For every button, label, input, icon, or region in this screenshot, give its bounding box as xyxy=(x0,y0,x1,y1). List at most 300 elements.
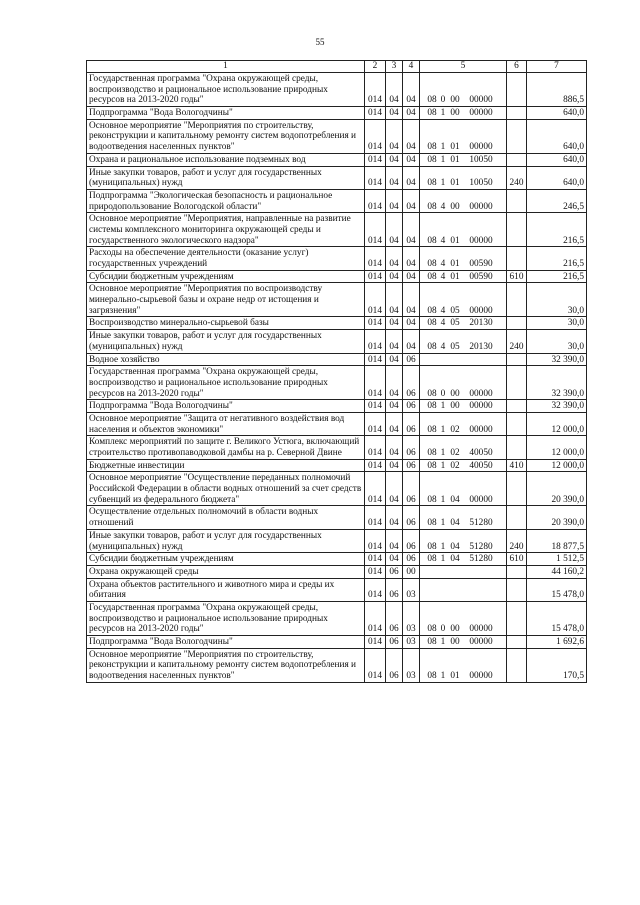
subprogram-code: 1 xyxy=(440,401,446,412)
subsection-code-cell: 06 xyxy=(403,459,420,472)
ministry-code-cell: 014 xyxy=(365,73,386,107)
direction-code: 00000 xyxy=(469,388,493,399)
section-code-cell: 06 xyxy=(386,636,403,649)
target-article-cell xyxy=(420,189,507,212)
expense-type-cell xyxy=(507,213,527,247)
item-name-cell: Охрана окружающей среды xyxy=(87,565,365,578)
item-name-cell: Субсидии бюджетным учреждениям xyxy=(87,270,365,283)
direction-code: 00000 xyxy=(469,401,493,412)
direction-code: 00000 xyxy=(469,305,493,316)
amount-cell: 30,0 xyxy=(527,317,587,330)
item-name-cell: Подпрограмма "Экологическая безопасность и рациональное природопользование Вологодской области" xyxy=(87,189,365,212)
table-row xyxy=(87,283,587,317)
section-code-cell: 04 xyxy=(386,213,403,247)
header-col-6: 6 xyxy=(507,61,527,73)
subsection-code-cell: 03 xyxy=(403,636,420,649)
table-row xyxy=(87,119,587,153)
activity-code: 02 xyxy=(450,424,460,435)
expense-type-cell xyxy=(507,366,527,400)
target-article-cell xyxy=(420,529,507,552)
target-article-cell xyxy=(420,366,507,400)
item-name-cell: Основное мероприятие "Защита от негативного воздействия вод населения и объектов экономики" xyxy=(87,412,365,435)
expense-type-cell: 240 xyxy=(507,166,527,189)
ministry-code-cell: 014 xyxy=(365,213,386,247)
ministry-code-cell: 014 xyxy=(365,459,386,472)
activity-code: 04 xyxy=(450,541,460,552)
expense-type-cell xyxy=(507,317,527,330)
expense-type-cell xyxy=(507,247,527,270)
expense-type-cell xyxy=(507,506,527,529)
subsection-code-cell: 04 xyxy=(403,330,420,353)
ministry-code-cell: 014 xyxy=(365,578,386,601)
section-code-cell: 04 xyxy=(386,283,403,317)
direction-code: 00590 xyxy=(469,271,493,282)
expense-type-cell xyxy=(507,472,527,506)
table-row xyxy=(87,213,587,247)
section-code-cell: 06 xyxy=(386,648,403,682)
table-row xyxy=(87,412,587,435)
section-code-cell: 04 xyxy=(386,436,403,459)
expense-type-cell: 610 xyxy=(507,553,527,566)
direction-code: 00000 xyxy=(469,95,493,106)
target-article-cell xyxy=(420,317,507,330)
subprogram-code: 1 xyxy=(440,178,446,189)
activity-code: 00 xyxy=(450,624,460,635)
table-row xyxy=(87,400,587,413)
activity-code: 00 xyxy=(450,388,460,399)
target-article-cell xyxy=(420,166,507,189)
program-code: 08 xyxy=(427,637,437,647)
table-row xyxy=(87,247,587,270)
subprogram-code: 1 xyxy=(440,448,446,458)
table-row xyxy=(87,578,587,601)
target-article-cell xyxy=(420,601,507,635)
item-name-cell: Государственная программа "Охрана окружающей среды, воспроизводство и рациональное использование природных ресурсов на 2013-2020 годы" xyxy=(87,366,365,400)
activity-code: 01 xyxy=(450,271,460,282)
expense-type-cell xyxy=(507,400,527,413)
amount-cell: 216,5 xyxy=(527,247,587,270)
target-article-cell xyxy=(420,270,507,283)
expense-type-cell: 610 xyxy=(507,270,527,283)
target-article-cell xyxy=(420,213,507,247)
subsection-code-cell: 04 xyxy=(403,247,420,270)
subsection-code-cell: 06 xyxy=(403,366,420,400)
target-article-cell xyxy=(420,472,507,506)
header-col-2: 2 xyxy=(365,61,386,73)
table-row xyxy=(87,648,587,682)
amount-cell: 30,0 xyxy=(527,330,587,353)
item-name-cell: Комплекс мероприятий по защите г. Великого Устюга, включающий строительство противопаводковой дамбы на р. Северной Двине xyxy=(87,436,365,459)
expense-type-cell xyxy=(507,636,527,649)
ministry-code-cell: 014 xyxy=(365,270,386,283)
ministry-code-cell: 014 xyxy=(365,506,386,529)
direction-code: 51280 xyxy=(469,554,493,565)
table-row xyxy=(87,459,587,472)
expense-type-cell: 410 xyxy=(507,459,527,472)
program-code: 08 xyxy=(427,95,437,106)
activity-code: 01 xyxy=(450,154,460,165)
subprogram-code: 0 xyxy=(440,388,446,399)
section-code-cell: 06 xyxy=(386,565,403,578)
expense-type-cell xyxy=(507,353,527,366)
amount-cell: 640,0 xyxy=(527,119,587,153)
direction-code: 10050 xyxy=(469,154,493,165)
ministry-code-cell: 014 xyxy=(365,247,386,270)
amount-cell: 32 390,0 xyxy=(527,353,587,366)
target-article-cell xyxy=(420,73,507,107)
activity-code: 04 xyxy=(450,518,460,529)
subsection-code-cell: 00 xyxy=(403,565,420,578)
target-article-cell xyxy=(420,636,507,649)
ministry-code-cell: 014 xyxy=(365,189,386,212)
amount-cell: 20 390,0 xyxy=(527,506,587,529)
target-article-cell xyxy=(420,436,507,459)
subsection-code-cell: 04 xyxy=(403,189,420,212)
subprogram-code: 1 xyxy=(440,671,446,682)
program-code: 08 xyxy=(427,624,437,635)
direction-code: 00000 xyxy=(469,637,493,647)
item-name-cell: Охрана объектов растительного и животного мира и среды их обитания xyxy=(87,578,365,601)
activity-code: 01 xyxy=(450,235,460,246)
section-code-cell: 04 xyxy=(386,330,403,353)
direction-code: 00000 xyxy=(469,624,493,635)
direction-code: 20130 xyxy=(469,318,493,329)
direction-code: 00000 xyxy=(469,235,493,246)
subsection-code-cell: 06 xyxy=(403,529,420,552)
ministry-code-cell: 014 xyxy=(365,107,386,120)
activity-code: 02 xyxy=(450,448,460,458)
ministry-code-cell: 014 xyxy=(365,636,386,649)
expense-type-cell xyxy=(507,578,527,601)
section-code-cell: 04 xyxy=(386,317,403,330)
item-name-cell: Основное мероприятие "Осуществление переданных полномочий Российской Федерации в области водных отношений за счет средств субвенций из федерального бюджета" xyxy=(87,472,365,506)
subsection-code-cell: 04 xyxy=(403,283,420,317)
direction-code: 40050 xyxy=(469,460,493,471)
subsection-code-cell: 04 xyxy=(403,153,420,166)
table-row xyxy=(87,436,587,459)
amount-cell: 216,5 xyxy=(527,213,587,247)
activity-code: 01 xyxy=(450,671,460,682)
amount-cell: 640,0 xyxy=(527,153,587,166)
expense-type-cell xyxy=(507,601,527,635)
ministry-code-cell: 014 xyxy=(365,400,386,413)
subsection-code-cell: 04 xyxy=(403,270,420,283)
ministry-code-cell: 014 xyxy=(365,565,386,578)
amount-cell: 1 512,5 xyxy=(527,553,587,566)
section-code-cell: 04 xyxy=(386,189,403,212)
amount-cell: 216,5 xyxy=(527,270,587,283)
item-name-cell: Водное хозяйство xyxy=(87,353,365,366)
item-name-cell: Подпрограмма "Вода Вологодчины" xyxy=(87,636,365,649)
subprogram-code: 1 xyxy=(440,424,446,435)
subsection-code-cell: 06 xyxy=(403,506,420,529)
section-code-cell: 04 xyxy=(386,107,403,120)
direction-code: 00000 xyxy=(469,494,493,505)
subprogram-code: 1 xyxy=(440,142,446,153)
activity-code: 00 xyxy=(450,401,460,412)
amount-cell: 1 692,6 xyxy=(527,636,587,649)
section-code-cell: 04 xyxy=(386,119,403,153)
expense-type-cell: 240 xyxy=(507,330,527,353)
item-name-cell: Иные закупки товаров, работ и услуг для государственных (муниципальных) нужд xyxy=(87,166,365,189)
subsection-code-cell: 03 xyxy=(403,648,420,682)
direction-code: 00000 xyxy=(469,108,493,119)
item-name-cell: Основное мероприятие "Мероприятия по воспроизводству минерально-сырьевой базы и охране недр от истощения и загрязнения" xyxy=(87,283,365,317)
item-name-cell: Государственная программа "Охрана окружающей среды, воспроизводство и рациональное использование природных ресурсов на 2013-2020 годы" xyxy=(87,73,365,107)
subprogram-code: 1 xyxy=(440,154,446,165)
amount-cell: 15 478,0 xyxy=(527,601,587,635)
section-code-cell: 04 xyxy=(386,472,403,506)
expense-type-cell xyxy=(507,189,527,212)
ministry-code-cell: 014 xyxy=(365,317,386,330)
amount-cell: 15 478,0 xyxy=(527,578,587,601)
program-code: 08 xyxy=(427,305,437,316)
program-code: 08 xyxy=(427,318,437,329)
subprogram-code: 0 xyxy=(440,95,446,106)
item-name-cell: Бюджетные инвестиции xyxy=(87,459,365,472)
table-row xyxy=(87,73,587,107)
subprogram-code: 4 xyxy=(440,341,446,352)
section-code-cell: 06 xyxy=(386,601,403,635)
direction-code: 51280 xyxy=(469,518,493,529)
subsection-code-cell: 06 xyxy=(403,412,420,435)
section-code-cell: 04 xyxy=(386,73,403,107)
direction-code: 00000 xyxy=(469,424,493,435)
section-code-cell: 04 xyxy=(386,366,403,400)
ministry-code-cell: 014 xyxy=(365,529,386,552)
program-code: 08 xyxy=(427,424,437,435)
program-code: 08 xyxy=(427,259,437,269)
target-article-cell xyxy=(420,353,507,366)
amount-cell: 886,5 xyxy=(527,73,587,107)
program-code: 08 xyxy=(427,271,437,282)
program-code: 08 xyxy=(427,554,437,565)
table-row xyxy=(87,270,587,283)
subsection-code-cell: 04 xyxy=(403,213,420,247)
subsection-code-cell: 04 xyxy=(403,166,420,189)
item-name-cell: Основное мероприятие "Мероприятия по строительству, реконструкции и капитальному ремонту систем водопотребления и водоотведения населенных пунктов" xyxy=(87,648,365,682)
target-article-cell xyxy=(420,153,507,166)
table-row xyxy=(87,166,587,189)
subprogram-code: 4 xyxy=(440,259,446,269)
ministry-code-cell: 014 xyxy=(365,166,386,189)
item-name-cell: Осуществление отдельных полномочий в области водных отношений xyxy=(87,506,365,529)
subprogram-code: 1 xyxy=(440,637,446,647)
subprogram-code: 1 xyxy=(440,518,446,529)
ministry-code-cell: 014 xyxy=(365,472,386,506)
subprogram-code: 1 xyxy=(440,554,446,565)
ministry-code-cell: 014 xyxy=(365,153,386,166)
table-row xyxy=(87,353,587,366)
program-code: 08 xyxy=(427,142,437,153)
amount-cell: 12 000,0 xyxy=(527,412,587,435)
program-code: 08 xyxy=(427,235,437,246)
program-code: 08 xyxy=(427,108,437,119)
subprogram-code: 0 xyxy=(440,624,446,635)
table-row xyxy=(87,153,587,166)
section-code-cell: 04 xyxy=(386,166,403,189)
ministry-code-cell: 014 xyxy=(365,436,386,459)
expense-type-cell xyxy=(507,412,527,435)
amount-cell: 32 390,0 xyxy=(527,366,587,400)
target-article-cell xyxy=(420,412,507,435)
amount-cell: 12 000,0 xyxy=(527,436,587,459)
subsection-code-cell: 04 xyxy=(403,73,420,107)
activity-code: 04 xyxy=(450,494,460,505)
target-article-cell xyxy=(420,506,507,529)
target-article-cell xyxy=(420,400,507,413)
item-name-cell: Расходы на обеспечение деятельности (оказание услуг) государственных учреждений xyxy=(87,247,365,270)
target-article-cell xyxy=(420,459,507,472)
item-name-cell: Иные закупки товаров, работ и услуг для государственных (муниципальных) нужд xyxy=(87,529,365,552)
program-code: 08 xyxy=(427,460,437,471)
subprogram-code: 1 xyxy=(440,541,446,552)
program-code: 08 xyxy=(427,154,437,165)
section-code-cell: 04 xyxy=(386,529,403,552)
section-code-cell: 04 xyxy=(386,270,403,283)
direction-code: 00000 xyxy=(469,671,493,682)
section-code-cell: 04 xyxy=(386,247,403,270)
section-code-cell: 04 xyxy=(386,353,403,366)
amount-cell: 20 390,0 xyxy=(527,472,587,506)
program-code: 08 xyxy=(427,201,437,212)
subprogram-code: 4 xyxy=(440,201,446,212)
ministry-code-cell: 014 xyxy=(365,601,386,635)
item-name-cell: Основное мероприятие "Мероприятия по строительству, реконструкции и капитальному ремонту систем водопотребления и водоотведения населенных пунктов" xyxy=(87,119,365,153)
target-article-cell xyxy=(420,330,507,353)
item-name-cell: Государственная программа "Охрана окружающей среды, воспроизводство и рациональное использование природных ресурсов на 2013-2020 годы" xyxy=(87,601,365,635)
target-article-cell xyxy=(420,107,507,120)
item-name-cell: Подпрограмма "Вода Вологодчины" xyxy=(87,400,365,413)
header-col-1: 1 xyxy=(87,61,365,73)
table-row xyxy=(87,366,587,400)
expense-type-cell xyxy=(507,648,527,682)
table-row xyxy=(87,553,587,566)
activity-code: 02 xyxy=(450,460,460,471)
activity-code: 00 xyxy=(450,201,460,212)
section-code-cell: 06 xyxy=(386,578,403,601)
program-code: 08 xyxy=(427,494,437,505)
header-col-3: 3 xyxy=(386,61,403,73)
ministry-code-cell: 014 xyxy=(365,119,386,153)
subsection-code-cell: 03 xyxy=(403,601,420,635)
program-code: 08 xyxy=(427,518,437,529)
ministry-code-cell: 014 xyxy=(365,283,386,317)
item-name-cell: Иные закупки товаров, работ и услуг для государственных (муниципальных) нужд xyxy=(87,330,365,353)
activity-code: 00 xyxy=(450,108,460,119)
activity-code: 05 xyxy=(450,318,460,329)
header-row xyxy=(87,61,587,73)
expense-type-cell xyxy=(507,153,527,166)
table-row xyxy=(87,472,587,506)
subsection-code-cell: 03 xyxy=(403,578,420,601)
expense-type-cell xyxy=(507,565,527,578)
subprogram-code: 1 xyxy=(440,460,446,471)
subsection-code-cell: 06 xyxy=(403,353,420,366)
activity-code: 01 xyxy=(450,259,460,269)
direction-code: 00000 xyxy=(469,201,493,212)
table-row xyxy=(87,636,587,649)
ministry-code-cell: 014 xyxy=(365,553,386,566)
subprogram-code: 1 xyxy=(440,494,446,505)
ministry-code-cell: 014 xyxy=(365,353,386,366)
direction-code: 00000 xyxy=(469,142,493,153)
subsection-code-cell: 06 xyxy=(403,472,420,506)
target-article-cell xyxy=(420,247,507,270)
subprogram-code: 4 xyxy=(440,235,446,246)
table-row xyxy=(87,330,587,353)
table-row xyxy=(87,506,587,529)
table-row xyxy=(87,565,587,578)
section-code-cell: 04 xyxy=(386,412,403,435)
section-code-cell: 04 xyxy=(386,153,403,166)
activity-code: 05 xyxy=(450,305,460,316)
item-name-cell: Основное мероприятие "Мероприятия, направленные на развитие системы комплексного мониторинга окружающей среды и государственного экологического надзора" xyxy=(87,213,365,247)
expense-type-cell xyxy=(507,283,527,317)
section-code-cell: 04 xyxy=(386,400,403,413)
amount-cell: 44 160,2 xyxy=(527,565,587,578)
target-article-cell xyxy=(420,648,507,682)
expense-type-cell: 240 xyxy=(507,529,527,552)
subsection-code-cell: 06 xyxy=(403,436,420,459)
activity-code: 04 xyxy=(450,554,460,565)
section-code-cell: 04 xyxy=(386,553,403,566)
subprogram-code: 4 xyxy=(440,318,446,329)
table-row xyxy=(87,189,587,212)
amount-cell: 32 390,0 xyxy=(527,400,587,413)
activity-code: 05 xyxy=(450,341,460,352)
header-col-4: 4 xyxy=(403,61,420,73)
expense-type-cell xyxy=(507,436,527,459)
subprogram-code: 4 xyxy=(440,271,446,282)
ministry-code-cell: 014 xyxy=(365,330,386,353)
item-name-cell: Субсидии бюджетным учреждениям xyxy=(87,553,365,566)
activity-code: 00 xyxy=(450,637,460,647)
direction-code: 10050 xyxy=(469,178,493,189)
target-article-cell xyxy=(420,578,507,601)
expense-type-cell xyxy=(507,119,527,153)
target-article-cell xyxy=(420,565,507,578)
table-row xyxy=(87,601,587,635)
table-row xyxy=(87,317,587,330)
amount-cell: 170,5 xyxy=(527,648,587,682)
amount-cell: 640,0 xyxy=(527,107,587,120)
program-code: 08 xyxy=(427,388,437,399)
subsection-code-cell: 04 xyxy=(403,317,420,330)
subprogram-code: 4 xyxy=(440,305,446,316)
amount-cell: 12 000,0 xyxy=(527,459,587,472)
direction-code: 40050 xyxy=(469,448,493,458)
amount-cell: 640,0 xyxy=(527,166,587,189)
target-article-cell xyxy=(420,283,507,317)
program-code: 08 xyxy=(427,178,437,189)
program-code: 08 xyxy=(427,341,437,352)
table-row xyxy=(87,529,587,552)
expense-type-cell xyxy=(507,73,527,107)
table-row xyxy=(87,107,587,120)
section-code-cell: 04 xyxy=(386,506,403,529)
program-code: 08 xyxy=(427,401,437,412)
activity-code: 00 xyxy=(450,95,460,106)
program-code: 08 xyxy=(427,541,437,552)
subsection-code-cell: 06 xyxy=(403,400,420,413)
expense-type-cell xyxy=(507,107,527,120)
activity-code: 01 xyxy=(450,142,460,153)
budget-table xyxy=(86,60,587,683)
page-number: 55 xyxy=(315,37,325,47)
direction-code: 00590 xyxy=(469,259,493,269)
item-name-cell: Охрана и рациональное использование подземных вод xyxy=(87,153,365,166)
